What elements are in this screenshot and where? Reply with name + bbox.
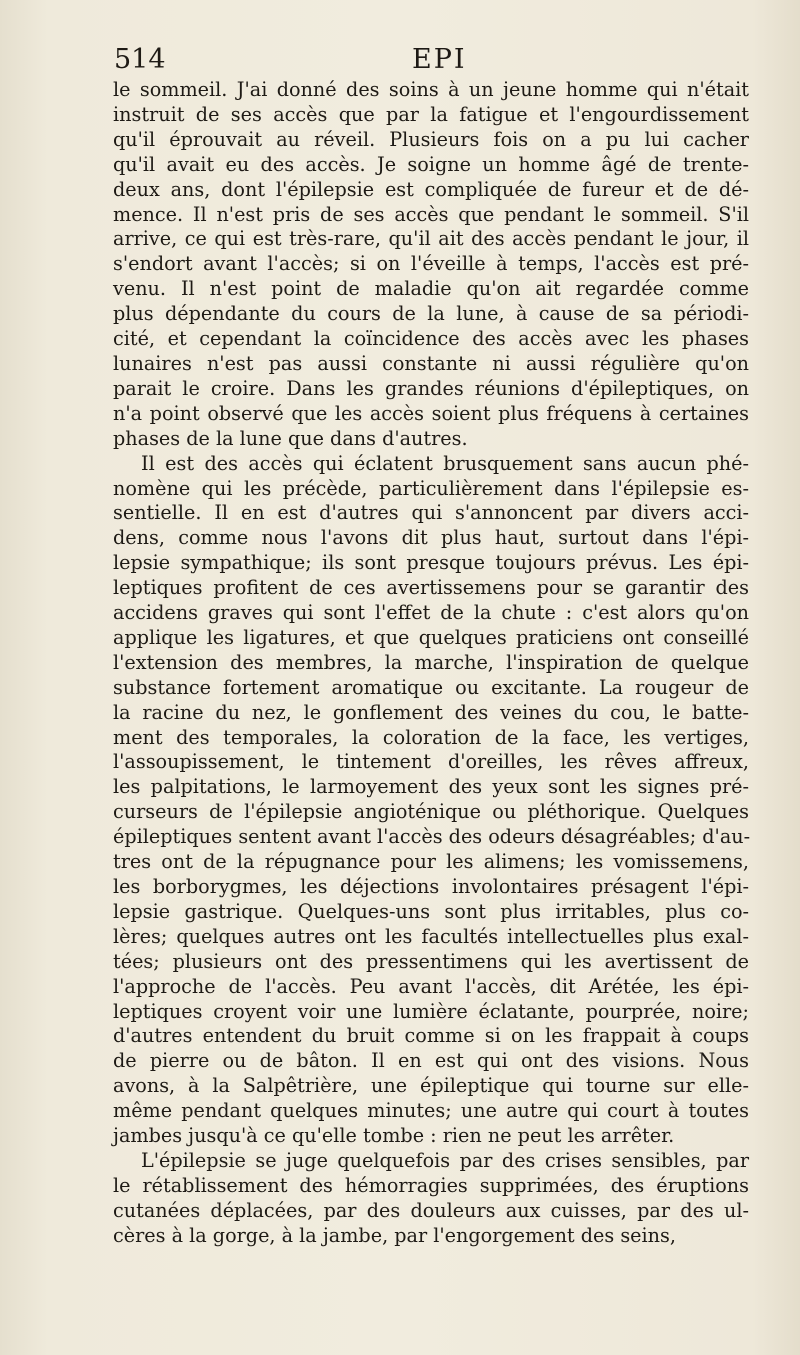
text-line: les borborygmes, les déjections involontaires présagent l'épi-	[113, 875, 749, 898]
text-line: sentielle. Il en est d'autres qui s'annoncent par divers acci-	[113, 501, 749, 525]
text-line: lepsie gastrique. Quelques-uns sont plus irritables, plus co-	[113, 899, 749, 923]
text-line: le rétablissement des hémorragies supprimées, des éruptions	[113, 1173, 749, 1197]
text-line: l'approche de l'accès. Peu avant l'accès, dit Arétée, les épi-	[113, 974, 749, 998]
text-line: lunaires n'est pas aussi constante ni aussi régulière qu'on	[113, 351, 749, 375]
text-line: leptiques profitent de ces avertissemens pour se garantir des	[113, 576, 749, 600]
text-line: épileptiques sentent avant l'accès des odeurs désagréables; d'au-	[113, 825, 751, 849]
text-line: plus dépendante du cours de la lune, à cause de sa périodi-	[113, 302, 749, 326]
text-line: accidens graves qui sont l'effet de la chute : c'est alors qu'on	[113, 601, 749, 625]
text-line: nomène qui les précède, particulièrement dans l'épilepsie es-	[113, 476, 749, 500]
text-line: leptiques croyent voir une lumière éclatante, pourprée, noire;	[113, 999, 749, 1023]
text-line: ment des temporales, la coloration de la face, les vertiges,	[113, 725, 749, 749]
text-line: Il est des accès qui éclatent brusquement sans aucun phé-	[141, 451, 749, 475]
text-line: la racine du nez, le gonflement des veines du cou, le batte-	[113, 700, 749, 724]
text-line: arrive, ce qui est très-rare, qu'il ait des accès pendant le jour, il	[113, 227, 749, 251]
text-line: tées; plusieurs ont des pressentimens qui les avertissent de	[113, 949, 749, 973]
text-line: mence. Il n'est pris de ses accès que pendant le sommeil. S'il	[113, 202, 749, 226]
text-line: instruit de ses accès que par la fatigue et l'engourdissement	[113, 102, 749, 126]
text-line: avons, à la Salpêtrière, une épileptique qui tourne sur elle-	[113, 1074, 749, 1098]
text-line: les palpitations, le larmoyement des yeux sont les signes pré-	[113, 775, 749, 799]
text-line: n'a point observé que les accès soient plus fréquens à certaines	[113, 401, 749, 425]
text-line: dens, comme nous l'avons dit plus haut, surtout dans l'épi-	[113, 526, 749, 550]
text-line: substance fortement aromatique ou excitante. La rougeur de	[113, 675, 749, 699]
text-line: même pendant quelques minutes; une autre qui court à toutes	[113, 1099, 749, 1123]
text-line: tres ont de la répugnance pour les alimens; les vomissemens,	[113, 850, 749, 874]
text-line: cères à la gorge, à la jambe, par l'engorgement des seins,	[113, 1223, 676, 1247]
paragraph	[113, 452, 749, 1149]
text-line: d'autres entendent du bruit comme si on les frappait à coups	[113, 1024, 749, 1048]
text-line: l'assoupissement, le tintement d'oreilles, les rêves affreux,	[113, 750, 749, 774]
text-line: lepsie sympathique; ils sont presque toujours prévus. Les épi-	[113, 551, 749, 575]
text-line: s'endort avant l'accès; si on l'éveille à temps, l'accès est pré-	[113, 252, 749, 276]
text-line: cité, et cependant la coïncidence des accès avec les phases	[113, 327, 749, 351]
text-line: de pierre ou de bâton. Il en est qui ont des visions. Nous	[113, 1049, 749, 1073]
text-line: applique les ligatures, et que quelques praticiens ont conseillé	[113, 625, 749, 649]
text-line: lères; quelques autres ont les facultés intellectuelles plus exal-	[113, 924, 749, 948]
text-line: le sommeil. J'ai donné des soins à un jeune homme qui n'était	[113, 78, 749, 101]
paragraph	[113, 78, 749, 452]
text-line: qu'il avait eu des accès. Je soigne un homme âgé de trente-	[113, 152, 749, 176]
text-line: parait le croire. Dans les grandes réunions d'épileptiques, on	[113, 376, 749, 400]
text-line: qu'il éprouvait au réveil. Plusieurs fois on a pu lui cacher	[113, 127, 749, 151]
page-number: 514	[114, 44, 166, 75]
text-line: L'épilepsie se juge quelquefois par des crises sensibles, par	[141, 1148, 749, 1172]
text-line: cutanées déplacées, par des douleurs aux cuisses, par des ul-	[113, 1198, 749, 1222]
running-head: EPI	[412, 44, 467, 75]
text-line: l'extension des membres, la marche, l'inspiration de quelque	[113, 650, 749, 674]
body-text	[113, 78, 749, 1249]
text-line: phases de la lune que dans d'autres.	[113, 426, 468, 450]
text-line: jambes jusqu'à ce qu'elle tombe : rien ne peut les arrêter.	[113, 1124, 675, 1148]
text-line: venu. Il n'est point de maladie qu'on ait regardée comme	[113, 277, 749, 301]
text-line: deux ans, dont l'épilepsie est compliquée de fureur et de dé-	[113, 177, 749, 201]
text-line: curseurs de l'épilepsie angioténique ou pléthorique. Quelques	[113, 800, 749, 824]
paragraph	[113, 1149, 749, 1249]
